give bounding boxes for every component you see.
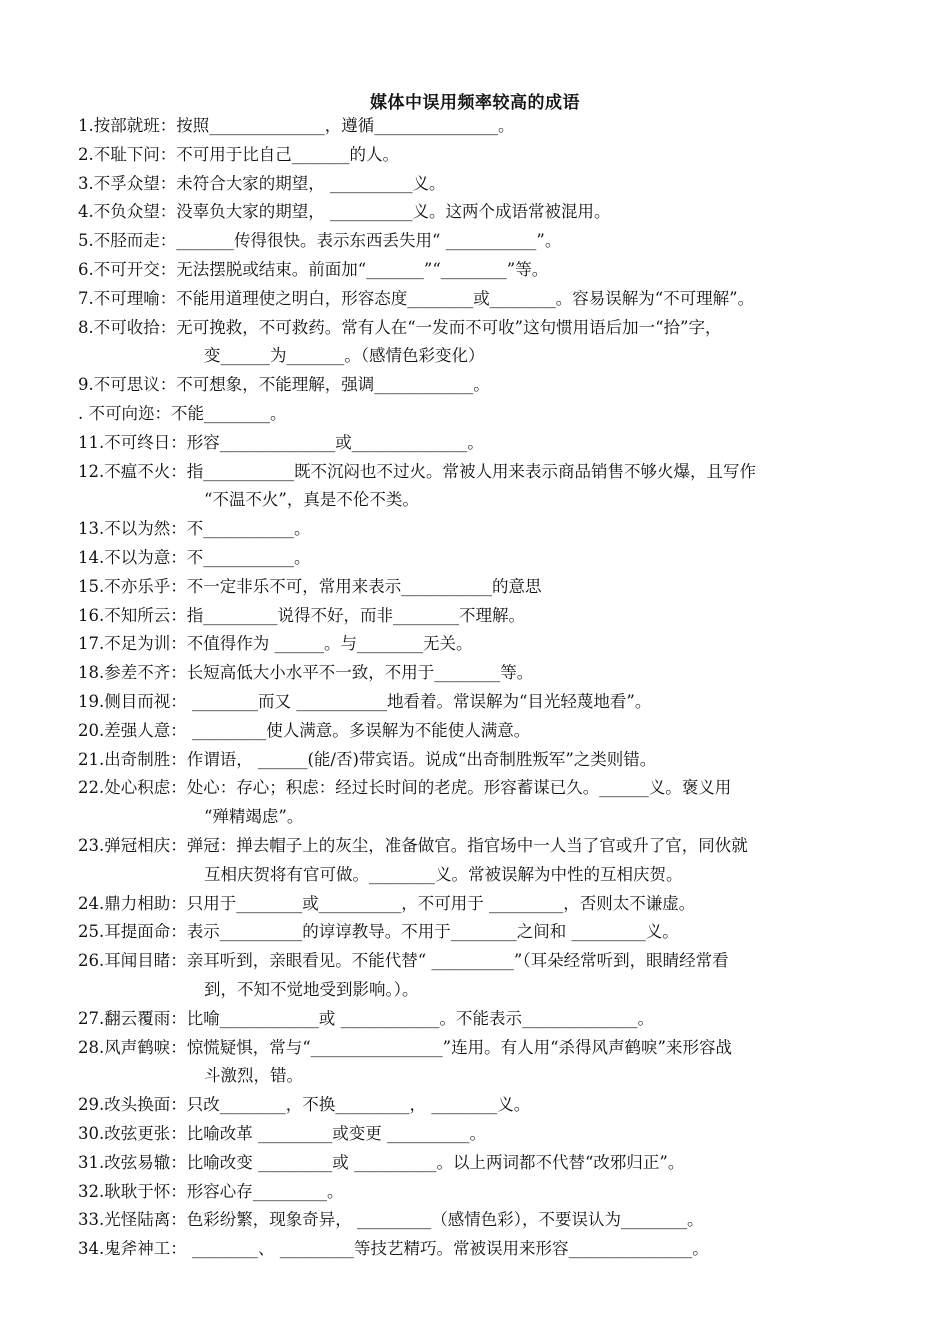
- idiom-entry: [78, 602, 890, 631]
- entry-text: 33.光怪陆离：色彩纷繁，现象奇异， _________（感情色彩），不要误认为________。: [78, 1210, 704, 1230]
- entry-continuation: 互相庆贺将有官可做。________义。常被误解为中性的互相庆贺。: [204, 864, 683, 884]
- idiom-entry: [78, 774, 890, 832]
- entry-text: 6.不可开交：无法摆脱或结束。前面加“_______”“________”等。: [78, 260, 549, 279]
- entry-text: 25.耳提面命：表示__________的谆谆教导。不用于________之间和 _________义。: [78, 922, 679, 942]
- idiom-entry: [78, 1091, 890, 1120]
- idiom-entry: [78, 544, 890, 573]
- idiom-entry: [78, 1206, 890, 1235]
- idiom-entry: [78, 717, 890, 746]
- entry-continuation: “殚精竭虑”。: [204, 807, 304, 827]
- idiom-entry: [78, 688, 890, 717]
- entry-text: 28.风声鹤唳：惊慌疑惧，常与“________________”连用。有人用“杀得风声鹤唳”来形容战: [78, 1037, 732, 1057]
- entry-text: 14.不以为意：不___________。: [78, 548, 311, 567]
- idiom-entry: [78, 1149, 890, 1178]
- idiom-entry: [78, 832, 890, 890]
- idiom-entry: [78, 429, 890, 458]
- entry-text: 13.不以为然：不___________。: [78, 519, 311, 539]
- idiom-entry: [78, 458, 890, 516]
- entry-text: 11.不可终日：形容______________或______________。: [78, 432, 484, 452]
- idiom-entry: [78, 141, 890, 170]
- idiom-entry: [78, 1235, 890, 1264]
- entry-text: 20.差强人意： _________使人满意。多误解为不能使人满意。: [78, 720, 531, 740]
- idiom-entry: [78, 890, 890, 919]
- entry-text: 5.不胫而走：_______传得很快。表示东西丢失用“ ___________”。: [78, 231, 562, 251]
- entry-text: 27.翻云覆雨：比喻____________或 ____________。不能表示______________。: [78, 1008, 654, 1028]
- page-title: 媒体中误用频率较高的成语: [370, 93, 580, 113]
- idiom-entry: [78, 314, 890, 372]
- idiom-entry: [78, 112, 890, 141]
- entry-continuation: “不温不火”，真是不伦不类。: [204, 490, 419, 510]
- entry-text: 17.不足为训：不值得作为 ______。与________无关。: [78, 634, 473, 654]
- entry-text: 19.侧目而视： ________而又 ___________地看着。常误解为“目光轻蔑地看”。: [78, 692, 652, 711]
- idiom-entry: [78, 630, 890, 659]
- entry-text: 32.耿耿于怀：形容心存_________。: [78, 1181, 344, 1201]
- entry-text: 22.处心积虑：处心：存心；积虑：经过长时间的老虎。形容蓄谋已久。______义。褒义用: [78, 778, 732, 798]
- idiom-entry: [78, 170, 890, 199]
- idiom-entry: [78, 573, 890, 602]
- entry-text: 7.不可理喻：不能用道理使之明白，形容态度________或________。容易误解为“不可理解”。: [78, 288, 755, 308]
- entry-text: . 不可向迩：不能________。: [78, 404, 287, 423]
- entry-text: 15.不亦乐乎：不一定非乐不可，常用来表示___________的意思: [78, 576, 542, 596]
- idiom-entry: [78, 371, 890, 400]
- entry-text: 12.不瘟不火：指___________既不沉闷也不过火。常被人用来表示商品销售不够火爆，且写作: [78, 461, 756, 481]
- entry-continuation: 到，不知不觉地受到影响。）。: [204, 979, 419, 999]
- idiom-entry: [78, 659, 890, 688]
- entry-text: 21.出奇制胜：作谓语， ______(能/否)带宾语。说成“出奇制胜叛军”之类则错。: [78, 749, 657, 769]
- idiom-entry: [78, 746, 890, 775]
- idiom-entry: [78, 918, 890, 947]
- entry-text: 9.不可思议：不可想象，不能理解，强调____________。: [78, 375, 490, 395]
- entry-text: 23.弹冠相庆：弹冠：掸去帽子上的灰尘，准备做官。指官场中一人当了官或升了官，同伙就: [78, 836, 748, 855]
- entry-text: 34.鬼斧神工： ________、 _________等技艺精巧。常被误用来形容_______________。: [78, 1239, 709, 1259]
- idiom-entry: [78, 1178, 890, 1207]
- entry-text: 3.不孚众望：未符合大家的期望， __________义。: [78, 173, 446, 193]
- entry-text: 2.不耻下问：不可用于比自己_______的人。: [78, 144, 399, 164]
- idiom-entry: [78, 1005, 890, 1034]
- idiom-entry: [78, 256, 890, 285]
- idiom-entry: [78, 947, 890, 1005]
- entry-text: 29.改头换面：只改________，不换_________， ________义。: [78, 1095, 531, 1115]
- idiom-entry: [78, 515, 890, 544]
- entry-text: 4.不负众望：没辜负大家的期望， __________义。这两个成语常被混用。: [78, 202, 611, 222]
- entry-text: 16.不知所云：指_________说得不好，而非________不理解。: [78, 605, 525, 625]
- entry-text: 24.鼎力相助：只用于________或__________，不可用于 _________，否则太不谦虚。: [78, 893, 696, 913]
- entry-continuation: 变______为_______。（感情色彩变化）: [204, 346, 485, 366]
- entry-text: 18.参差不齐：长短高低大小水平不一致，不用于________等。: [78, 663, 534, 683]
- entry-text: 8.不可收拾：无可挽救，不可救药。常有人在“一发而不可收”这句惯用语后加一“拾”字，: [78, 317, 722, 337]
- entry-text: 30.改弦更张：比喻改革 _________或变更 __________。: [78, 1124, 486, 1143]
- idiom-entry: [78, 1034, 890, 1092]
- entry-continuation: 斗激烈，错。: [204, 1066, 303, 1086]
- idiom-entry: [78, 198, 890, 227]
- idiom-entry: [78, 285, 890, 314]
- entry-text: 1.按部就班：按照______________，遵循_______________。: [78, 116, 515, 135]
- entry-text: 31.改弦易辙：比喻改变 _________或 __________。以上两词都不代替“改邪归正”。: [78, 1152, 685, 1172]
- idiom-entry: [78, 227, 890, 256]
- idiom-entry: [78, 1120, 890, 1149]
- entry-text: 26.耳闻目睹：亲耳听到，亲眼看见。不能代替“ __________”（耳朵经常听到，眼睛经常看: [78, 951, 729, 971]
- idiom-entry: [78, 400, 890, 429]
